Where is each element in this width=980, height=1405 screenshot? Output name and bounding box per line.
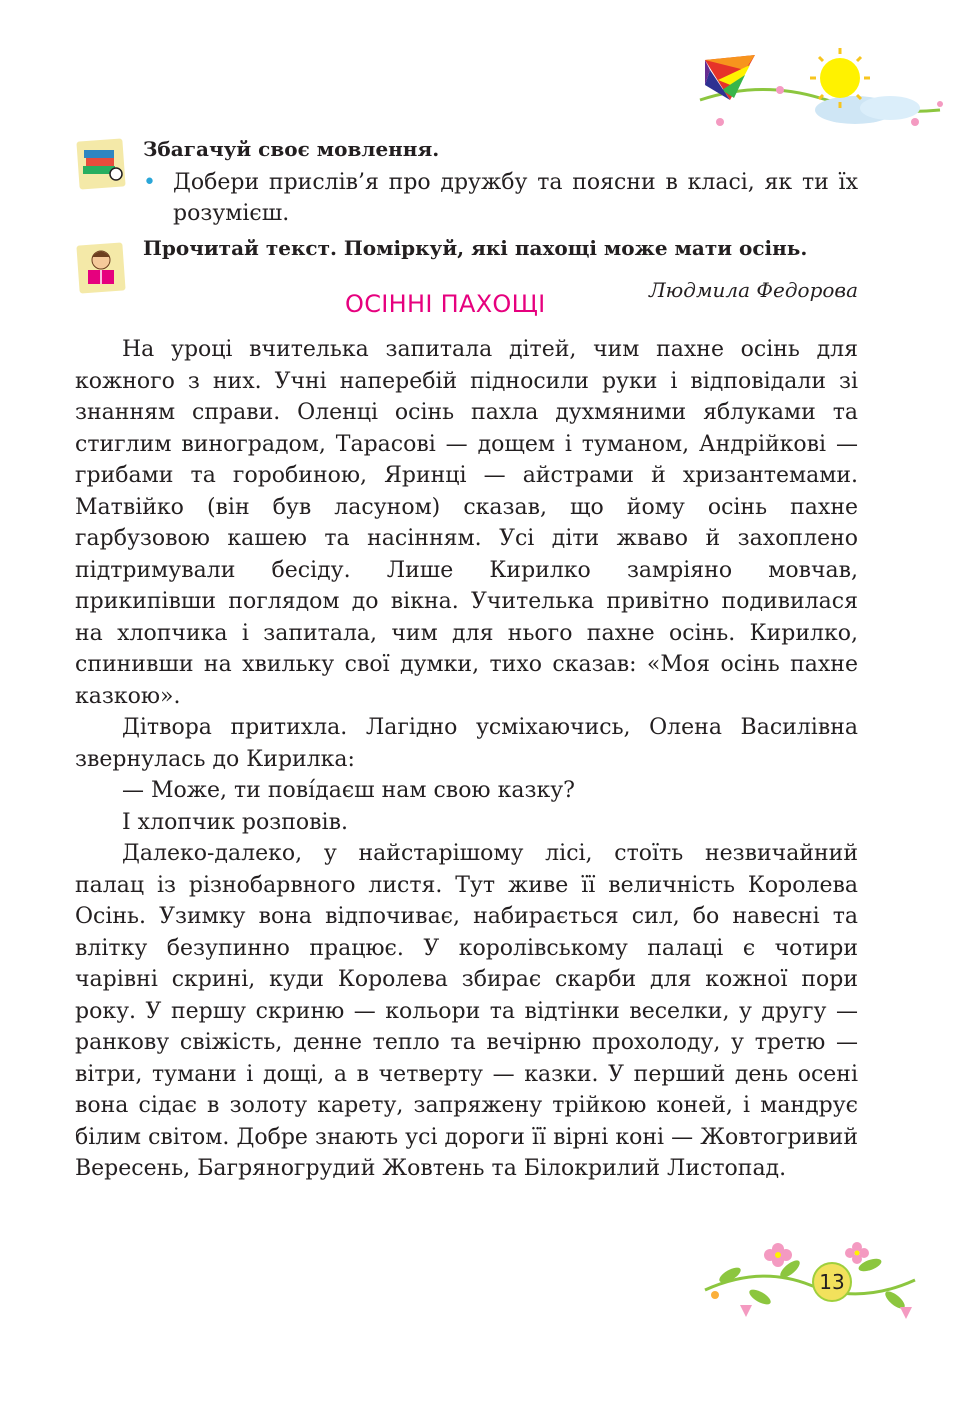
paragraph: — Може, ти пові́даєш нам свою казку? [122,778,575,803]
bullet-text: Добери прислів’я про дружбу та поясни в класі, як ти їх розумієш. [173,170,858,226]
books-icon [76,136,126,190]
reading-child-icon [76,240,126,294]
flowers-branch-icon [700,1235,920,1325]
story-title: ОСІННІ ПАХОЩІ [345,290,546,318]
bullet-dot-icon: • [143,170,156,195]
task-title: Збагачуй своє мовлення. [143,137,440,161]
paragraph: І хлопчик розповів. [122,809,348,835]
story-text [75,334,858,1185]
bullet-item [143,167,858,229]
author: Людмила Федорова [648,278,858,302]
task-title: Прочитай текст. Поміркуй, які пахощі може мати осінь. [143,236,808,260]
page-number: 13 [812,1262,852,1302]
paragraph: Дітвора притихла. Лагідно усміхаючись, Олена Василівна звернулась до Кирилка: [75,715,858,772]
rainbow-kite-sun-icon [660,40,950,140]
paragraph: На уроці вчителька запитала дітей, чим пахне осінь для кожного з них. Учні наперебій підносили руки і відповідали зі знанням справи. Оленці осінь пахла духмяними яблуками та стиглим виноградом, Тарасові — дощем і туманом, Андрійкові — грибами та горобиною, Яринці — айстрами й хризантемами. Матвійко (він був ласуном) сказав, що йому осінь пахне гарбузовою кашею та насінням. Усі діти жваво й захоплено підтримували бесіду. Лише Кирилко замріяно мовчав, прикипівши поглядом до вікна. Учителька привітно подивилася на хлопчика і запитала, чим для нього пахне осінь. Кирилко, спинивши на хвильку свої думки, тихо сказав: «Моя осінь пахне казкою». [75,337,858,709]
paragraph: Далеко-далеко, у найстарішому лісі, стоїть незвичайний палац із різнобарвного листя. Тут живе її величність Королева Осінь. Узимку вона відпочиває, набирається сил, бо навесні та влітку безупинно працює. У королівському палаці є чотири чарівні скрині, куди Королева збирає скарби для кожної пори року. У першу скриню — кольори та відтінки веселки, у другу — ранкову свіжість, денне тепло та вечірню прохолоду, у третю — вітри, тумани і дощі, а в четверту — казки. У перший день осені вона сідає в золоту карету, запряжену трійкою коней, і мандрує білим світом. Добре знають усі дороги її вірні коні — Жовтогривий Вересень, Багряногрудий Жовтень та Білокрилий Листопад. [75,841,858,1181]
